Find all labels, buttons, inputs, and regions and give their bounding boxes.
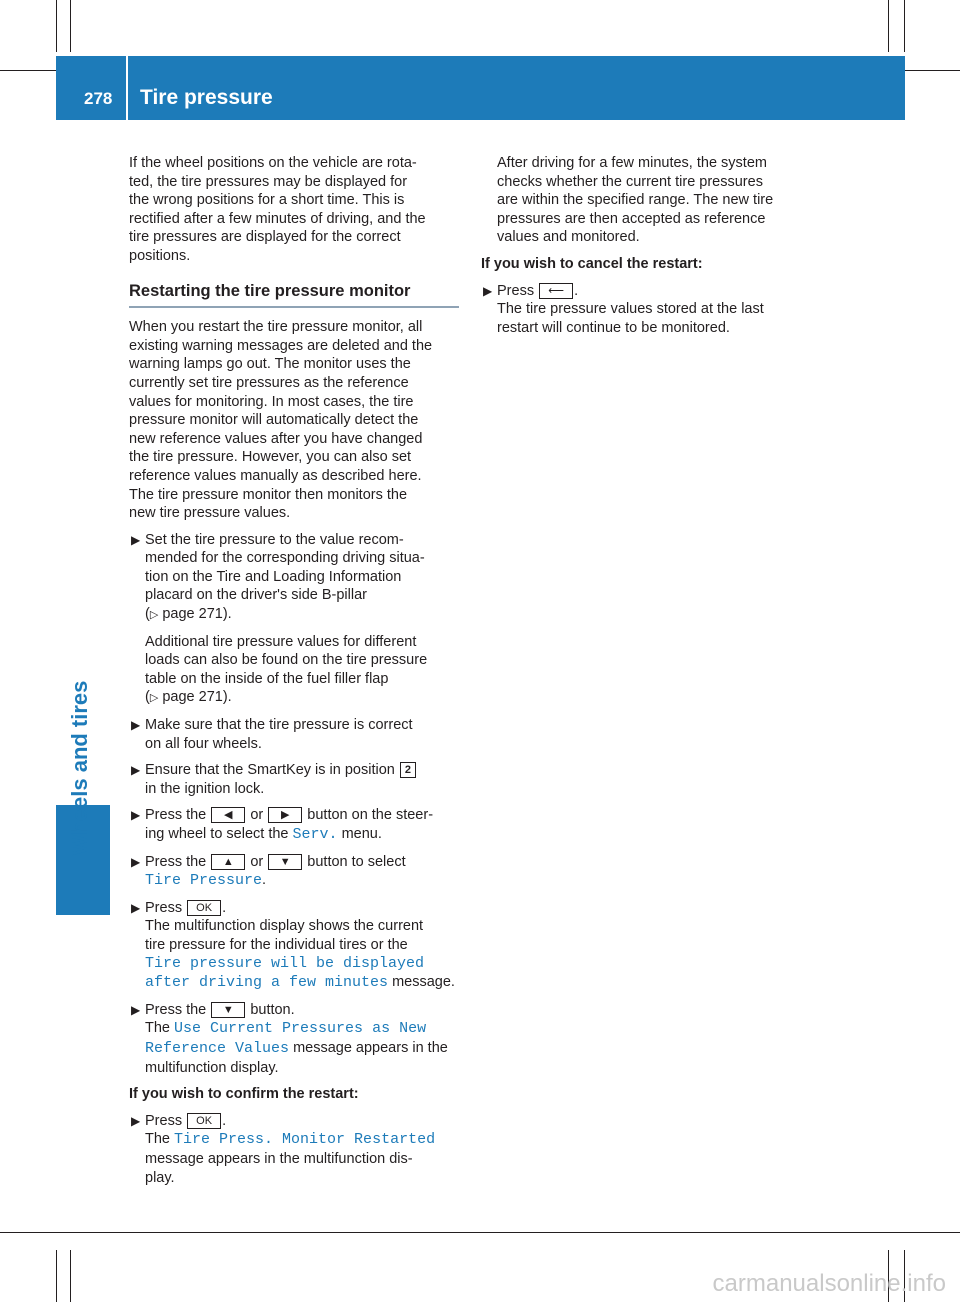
text-line: new reference values after you have changed bbox=[129, 430, 423, 447]
step-arrow-icon: ▶ bbox=[131, 900, 141, 915]
page-reference-link[interactable]: page 271). bbox=[162, 606, 232, 623]
instruction-step bbox=[129, 853, 464, 891]
text-line bbox=[145, 871, 464, 891]
text-line: rectified after a few minutes of driving, and the bbox=[129, 210, 426, 227]
section-title: Tire pressure bbox=[140, 86, 273, 109]
text-line: table on the inside of the fuel filler flap bbox=[145, 670, 389, 687]
step-text: Press bbox=[145, 1112, 183, 1129]
text-line: Additional tire pressure values for different bbox=[145, 633, 417, 650]
crop-mark bbox=[70, 1250, 71, 1302]
display-message: Reference Values bbox=[145, 1039, 290, 1057]
text-line: ted, the tire pressures may be displayed for bbox=[129, 173, 408, 190]
step-arrow-icon: ▶ bbox=[483, 283, 493, 298]
text-line: The multifunction display shows the current bbox=[145, 918, 424, 935]
down-arrow-button-icon: ▼ bbox=[268, 854, 302, 870]
step-text: The bbox=[145, 1131, 170, 1148]
text-line bbox=[145, 761, 464, 780]
text-line: The tire pressure monitor then monitors the bbox=[129, 486, 408, 503]
instruction-step bbox=[129, 716, 464, 753]
display-message: after driving a few minutes bbox=[145, 974, 389, 992]
instruction-step bbox=[129, 531, 464, 625]
text-line bbox=[145, 825, 464, 845]
step-arrow-icon: ▶ bbox=[131, 763, 141, 778]
step-arrow-icon: ▶ bbox=[131, 532, 141, 547]
right-arrow-button-icon: ▶ bbox=[268, 807, 302, 823]
text-line bbox=[145, 1039, 464, 1059]
step-text: button on the steer- bbox=[307, 807, 434, 824]
step-text: button to select bbox=[307, 853, 406, 870]
up-arrow-button-icon: ▲ bbox=[211, 854, 245, 870]
step-text: or bbox=[250, 853, 264, 870]
step-text: message. bbox=[392, 974, 455, 991]
text-line bbox=[145, 1130, 464, 1150]
text-line: in the ignition lock. bbox=[145, 780, 265, 797]
section-heading: Restarting the tire pressure monitor bbox=[129, 282, 459, 309]
step-text: . bbox=[222, 1112, 227, 1129]
text-line: After driving for a few minutes, the system bbox=[497, 155, 767, 171]
text-line: Make sure that the tire pressure is correct bbox=[145, 717, 413, 734]
page-reference-link[interactable]: page 271). bbox=[162, 689, 232, 706]
text-line: tire pressure for the individual tires or the bbox=[145, 936, 408, 953]
instruction-step bbox=[129, 1112, 464, 1187]
reference-arrow-icon: ▷ bbox=[149, 609, 159, 622]
text-line: tion on the Tire and Loading Information bbox=[145, 568, 402, 585]
step-text: Press the bbox=[145, 853, 207, 870]
text-line: positions. bbox=[129, 247, 191, 264]
text-line: loads can also be found on the tire pressure bbox=[145, 652, 428, 669]
text-line: When you restart the tire pressure monitor, all bbox=[129, 319, 423, 336]
chapter-tab-label: Wheels and tires bbox=[67, 680, 92, 856]
step-arrow-icon: ▶ bbox=[131, 718, 141, 733]
step-text: The bbox=[145, 1020, 170, 1037]
text-line: the wrong positions for a short time. This is bbox=[129, 192, 405, 209]
text-line: play. bbox=[145, 1169, 175, 1186]
crop-mark bbox=[56, 1250, 57, 1302]
intro-paragraph bbox=[129, 154, 464, 266]
text-line: checks whether the current tire pressures bbox=[497, 173, 763, 190]
subheading: If you wish to cancel the restart: bbox=[481, 255, 703, 272]
crop-mark bbox=[904, 0, 905, 52]
text-line: The tire pressure values stored at the last bbox=[497, 301, 764, 318]
left-arrow-button-icon: ◀ bbox=[211, 807, 245, 823]
text-line bbox=[145, 806, 464, 825]
text-line bbox=[145, 973, 464, 993]
text-line bbox=[145, 1112, 464, 1131]
text-line bbox=[145, 853, 464, 872]
instruction-step bbox=[129, 899, 464, 993]
instruction-step bbox=[481, 282, 816, 338]
right-column bbox=[481, 154, 816, 345]
text-line: currently set tire pressures as the reference bbox=[129, 374, 409, 391]
text-line: message appears in the multifunction dis- bbox=[145, 1150, 413, 1167]
page-number: 278 bbox=[84, 89, 113, 108]
header-divider bbox=[126, 56, 128, 120]
step-text: . bbox=[262, 872, 267, 889]
text-line: the tire pressure. However, you can also set bbox=[129, 449, 412, 466]
down-arrow-button-icon: ▼ bbox=[211, 1002, 245, 1018]
reference-arrow-icon: ▷ bbox=[149, 692, 159, 705]
body-paragraph bbox=[129, 318, 464, 523]
text-line bbox=[145, 1001, 464, 1020]
page-reference: (▷ page 271). bbox=[145, 606, 232, 623]
step-text: Press bbox=[145, 899, 183, 916]
text-line: restart will continue to be monitored. bbox=[497, 319, 730, 336]
step-text: or bbox=[250, 807, 264, 824]
step-text: Ensure that the SmartKey is in position bbox=[145, 762, 395, 779]
step-arrow-icon: ▶ bbox=[131, 1002, 141, 1017]
step-text: Press the bbox=[145, 1001, 207, 1018]
text-line: placard on the driver's side B-pillar bbox=[145, 587, 367, 604]
step-arrow-icon: ▶ bbox=[131, 1113, 141, 1128]
step-text: Press bbox=[497, 282, 535, 299]
step-text: message appears in the bbox=[293, 1039, 448, 1056]
text-line: warning lamps go out. The monitor uses the bbox=[129, 356, 411, 373]
step-text: menu. bbox=[341, 826, 382, 842]
step-text: . bbox=[574, 282, 579, 299]
display-menu-item: Tire Pressure bbox=[145, 872, 263, 890]
watermark: carmanualsonline.info bbox=[712, 1270, 946, 1297]
text-line: are within the specified range. The new tire bbox=[497, 192, 774, 209]
ok-button-icon: OK bbox=[187, 1113, 221, 1129]
ok-button-icon: OK bbox=[187, 900, 221, 916]
text-line: mended for the corresponding driving situa- bbox=[145, 550, 425, 567]
text-line: multifunction display. bbox=[145, 1059, 279, 1076]
instruction-step bbox=[129, 761, 464, 798]
text-line: values for monitoring. In most cases, the tire bbox=[129, 393, 414, 410]
step-text: button. bbox=[250, 1001, 295, 1018]
text-line: pressure monitor will automatically detect the bbox=[129, 412, 419, 429]
text-line: new tire pressure values. bbox=[129, 505, 291, 522]
ignition-position-key: 2 bbox=[400, 762, 416, 778]
text-line: tire pressures are displayed for the correct bbox=[129, 229, 401, 246]
crop-mark bbox=[0, 1232, 960, 1233]
display-menu-name: Serv. bbox=[292, 826, 338, 843]
body-paragraph bbox=[481, 154, 816, 247]
page-reference: (▷ page 271). bbox=[145, 689, 232, 706]
display-message: Tire pressure will be displayed bbox=[145, 954, 425, 972]
text-line bbox=[145, 1019, 464, 1039]
step-arrow-icon: ▶ bbox=[131, 808, 141, 823]
text-line: on all four wheels. bbox=[145, 735, 262, 752]
left-column bbox=[129, 154, 464, 1195]
text-line: If the wheel positions on the vehicle are rota- bbox=[129, 155, 417, 171]
text-line: pressures are then accepted as reference bbox=[497, 210, 766, 227]
display-message: Use Current Pressures as New bbox=[174, 1020, 427, 1038]
display-message: Tire Press. Monitor Restarted bbox=[174, 1131, 436, 1149]
step-text: ing wheel to select the bbox=[145, 826, 289, 842]
crop-mark bbox=[56, 0, 57, 52]
step-text: Press the bbox=[145, 807, 207, 824]
subheading: If you wish to confirm the restart: bbox=[129, 1086, 359, 1103]
text-line bbox=[497, 282, 816, 301]
text-line: Set the tire pressure to the value recom- bbox=[145, 531, 404, 548]
text-line: reference values manually as described here. bbox=[129, 467, 422, 484]
crop-mark bbox=[70, 0, 71, 52]
step-text: . bbox=[222, 899, 227, 916]
step-arrow-icon: ▶ bbox=[131, 854, 141, 869]
text-line: values and monitored. bbox=[497, 229, 640, 246]
text-line bbox=[145, 899, 464, 918]
instruction-step bbox=[129, 1001, 464, 1077]
crop-mark bbox=[888, 0, 889, 52]
text-line: existing warning messages are deleted and the bbox=[129, 337, 433, 354]
back-button-icon: ⟵ bbox=[539, 283, 573, 299]
instruction-step bbox=[129, 806, 464, 844]
step-note bbox=[129, 633, 464, 708]
